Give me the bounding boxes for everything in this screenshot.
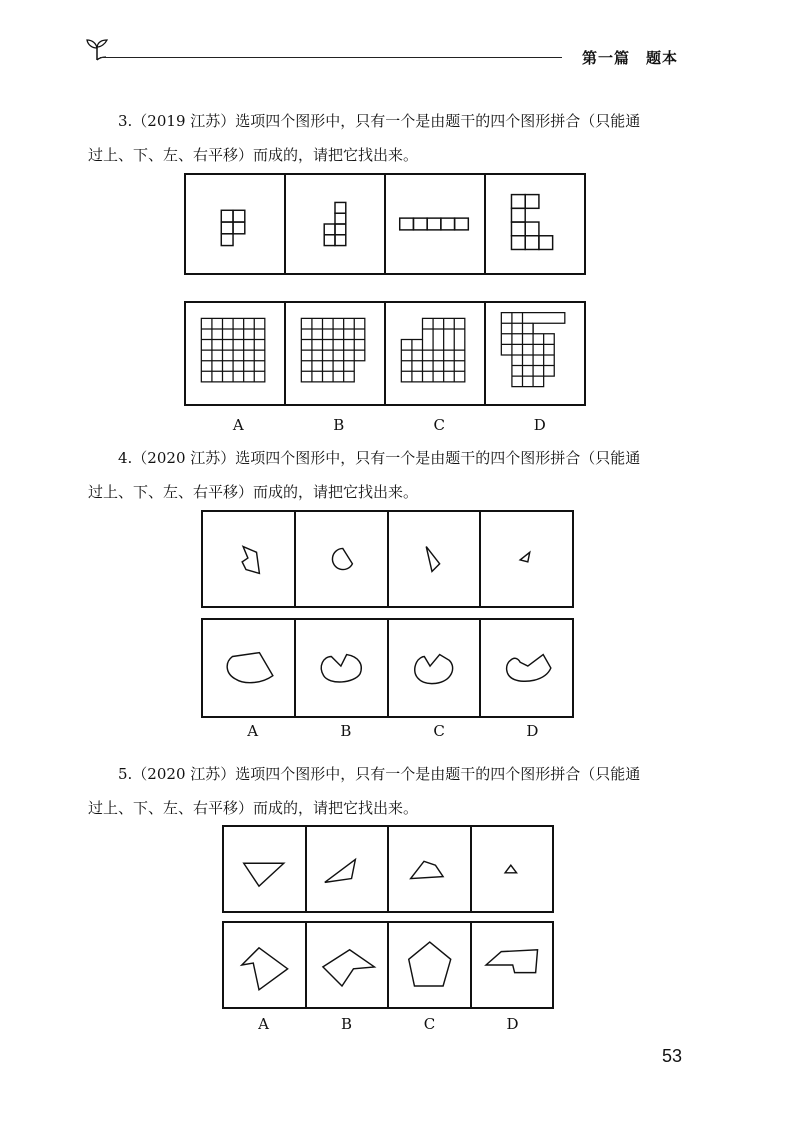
q5-option-c-figure [387, 923, 470, 1007]
q5-option-b-figure [305, 923, 388, 1007]
q5-stem-figure-1 [224, 827, 305, 911]
question-text-line2: 过上、下、左、右平移）而成的，请把它找出来。 [88, 483, 419, 501]
q5-option-a-figure [224, 923, 305, 1007]
header-rule [100, 57, 562, 58]
question-4 [88, 441, 698, 509]
q3-stem-figure-1 [186, 175, 284, 273]
page-number: 53 [662, 1046, 683, 1066]
q4-option-d-figure [479, 620, 572, 716]
option-label-a[interactable]: A [258, 1015, 269, 1033]
option-label-d[interactable]: D [533, 416, 546, 434]
option-label-b[interactable]: B [333, 416, 345, 434]
option-label-c[interactable]: C [423, 1015, 436, 1033]
q3-option-a-figure [186, 303, 284, 404]
q5-stem-figure-3 [387, 827, 470, 911]
q3-option-labels [188, 416, 590, 434]
q5-stem-grid [222, 825, 554, 913]
option-label-b[interactable]: B [340, 722, 352, 740]
question-text-line2: 过上、下、左、右平移）而成的，请把它找出来。 [88, 146, 419, 164]
sprout-icon [84, 38, 110, 62]
q5-stem-figure-4 [470, 827, 553, 911]
q5-stem-figure-2 [305, 827, 388, 911]
q5-option-labels [222, 1015, 554, 1033]
q3-option-b-figure [284, 303, 384, 404]
q4-stem-figure-1 [203, 512, 294, 606]
q3-stem-figure-2 [284, 175, 384, 273]
q4-stem-figure-4 [479, 512, 572, 606]
section-header: 第一篇 题本 [582, 49, 679, 67]
question-text-line1: 5.（2020 江苏）选项四个图形中，只有一个是由题干的四个图形拼合（只能通 [118, 765, 641, 783]
q4-option-a-figure [203, 620, 294, 716]
q5-option-d-figure [470, 923, 553, 1007]
q3-stem-figure-4 [484, 175, 584, 273]
option-label-a[interactable]: A [232, 416, 244, 434]
question-5 [88, 757, 698, 825]
q3-stem-figure-3 [384, 175, 484, 273]
question-text-line2: 过上、下、左、右平移）而成的，请把它找出来。 [88, 799, 419, 817]
option-label-d[interactable]: D [506, 1015, 519, 1033]
q4-option-labels [206, 722, 579, 740]
q4-stem-figure-3 [387, 512, 480, 606]
q4-option-c-figure [387, 620, 480, 716]
q3-option-c-figure [384, 303, 484, 404]
option-label-b[interactable]: B [340, 1015, 353, 1033]
q4-stem-figure-2 [294, 512, 387, 606]
q4-options-grid [201, 618, 574, 718]
question-3 [88, 104, 698, 172]
q3-stem-grid [184, 173, 586, 275]
question-text-line1: 3.（2019 江苏）选项四个图形中，只有一个是由题干的四个图形拼合（只能通 [118, 112, 641, 130]
option-label-a[interactable]: A [247, 722, 259, 740]
question-text-line1: 4.（2020 江苏）选项四个图形中，只有一个是由题干的四个图形拼合（只能通 [118, 449, 641, 467]
option-label-c[interactable]: C [433, 722, 445, 740]
option-label-c[interactable]: C [433, 416, 445, 434]
option-label-d[interactable]: D [526, 722, 539, 740]
q5-options-grid [222, 921, 554, 1009]
q3-option-d-figure [484, 303, 584, 404]
q4-stem-grid [201, 510, 574, 608]
q4-option-b-figure [294, 620, 387, 716]
q3-options-grid [184, 301, 586, 406]
